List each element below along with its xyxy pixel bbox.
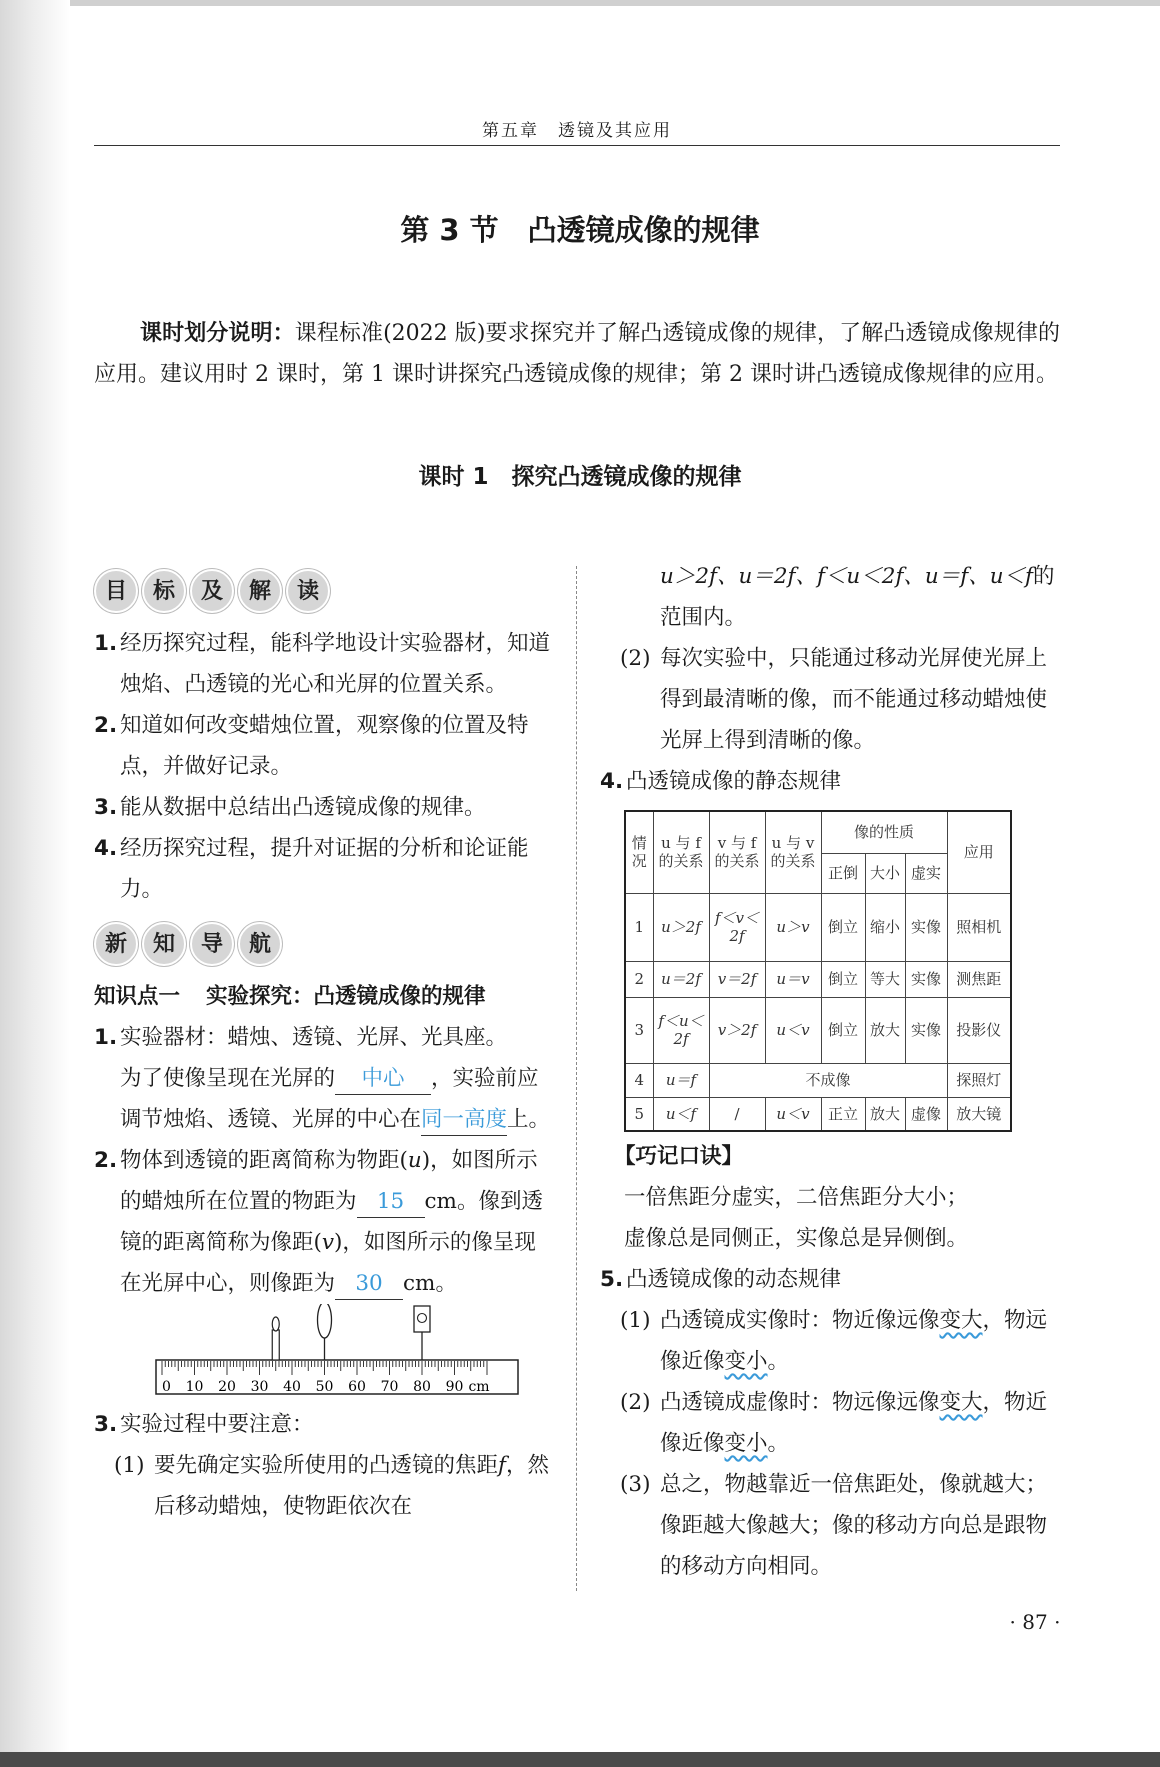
th-vf: v 与 f 的关系 — [709, 811, 765, 893]
light-screen — [414, 1306, 430, 1360]
cell: 正立 — [821, 1097, 865, 1131]
text: 的范围内。 — [660, 564, 1055, 630]
intro-body: 课程标准(2022 版)要求探究并了解凸透镜成像的规律，了解凸透镜成像规律的应用。建议用时 2 课时，第 1 课时讲探究凸透镜成像的规律；第 2 课时讲凸透镜成像规律的应用。 — [94, 321, 1060, 387]
guide-badge — [94, 918, 554, 970]
answer-blank: 30 — [335, 1269, 403, 1300]
item-num: 3. — [94, 1412, 118, 1437]
item-num: 2. — [94, 1148, 118, 1173]
item-num: 4. — [600, 769, 624, 794]
top-border — [0, 0, 1160, 6]
badge-char: 新 — [94, 922, 138, 966]
header-rule — [94, 145, 1060, 146]
th-case: 情况 — [625, 811, 653, 893]
cell: v＝2f — [709, 961, 765, 997]
cell: 缩小 — [865, 893, 905, 961]
ruler-label: 50 — [315, 1379, 334, 1395]
goal-item — [94, 828, 554, 910]
goal-text: 能从数据中总结出凸透镜成像的规律。 — [120, 795, 486, 820]
cell: 照相机 — [947, 893, 1011, 961]
item-3-sub-1 — [94, 1445, 554, 1527]
goal-text: 经历探究过程，提升对证据的分析和论证能力。 — [120, 836, 529, 902]
badge-char: 知 — [142, 922, 186, 966]
symbol-f: f — [498, 1453, 506, 1478]
th-uv: u 与 v 的关系 — [765, 811, 821, 893]
cell: 放大 — [865, 1097, 905, 1131]
th-application: 应用 — [947, 811, 1011, 893]
ruler-label: 30 — [250, 1379, 269, 1395]
th-uf: u 与 f 的关系 — [653, 811, 709, 893]
ruler-label: 40 — [283, 1379, 301, 1395]
ruler-label: cm — [468, 1379, 490, 1395]
item-2 — [94, 1140, 554, 1304]
item-text: 实验器材：蜡烛、透镜、光屏、光具座。 — [120, 1025, 508, 1050]
right-column — [600, 556, 1060, 1587]
item-5-sub-3 — [600, 1464, 1060, 1587]
text: 凸透镜成虚像时：物远像远像 — [660, 1390, 940, 1415]
item-5 — [600, 1259, 1060, 1300]
ruler-label: 70 — [380, 1379, 399, 1395]
th-orientation: 正倒 — [821, 853, 865, 893]
mnemonic-line: 一倍焦距分虚实，二倍焦距分大小； — [624, 1185, 969, 1210]
table-row — [625, 997, 1011, 1063]
table-row — [625, 961, 1011, 997]
th-image-properties: 像的性质 — [821, 811, 947, 853]
badge-char: 标 — [142, 569, 186, 613]
optical-bench-svg — [154, 1304, 524, 1404]
ruler-label: 80 — [413, 1379, 431, 1395]
ruler-label: 90 — [445, 1379, 464, 1395]
cell: u＝2f — [653, 961, 709, 997]
condition-text: u＞2f、u＝2f、f＜u＜2f、u＝f、u＜f — [660, 564, 1034, 589]
cell: f＜u＜2f — [653, 997, 709, 1063]
answer-blank: 中心 — [335, 1064, 431, 1095]
goal-num: 3. — [94, 795, 118, 820]
answer-blank: 15 — [357, 1187, 425, 1218]
emphasis: 变大 — [939, 1308, 983, 1333]
text: 。 — [767, 1431, 790, 1456]
sub-label: (3) — [620, 1472, 651, 1497]
emphasis: 变小 — [724, 1349, 768, 1374]
text: 每次实验中，只能通过移动光屏使光屏上得到最清晰的像，而不能通过移动蜡烛使光屏上得到清晰的像。 — [660, 646, 1048, 753]
kp-label: 知识点一 — [94, 984, 181, 1009]
cell: 5 — [625, 1097, 653, 1131]
text: cm。像到透镜的距离简称为像距( — [120, 1189, 543, 1255]
cell: 等大 — [865, 961, 905, 997]
cell: 不成像 — [709, 1063, 947, 1097]
symbol-u: u — [407, 1148, 422, 1173]
cell: 实像 — [905, 997, 947, 1063]
ruler-ticks — [162, 1361, 487, 1375]
item-3-sub-1-cont — [600, 556, 1060, 638]
text: )，如图所示的像呈现在光屏中心，则像距为 — [120, 1230, 536, 1296]
text: 。 — [767, 1349, 790, 1374]
sub-label: (1) — [620, 1308, 651, 1333]
badge-char: 及 — [190, 569, 234, 613]
text: 上。 — [507, 1107, 551, 1132]
table-row — [625, 893, 1011, 961]
item-text: 实验过程中要注意： — [120, 1412, 314, 1437]
cell: 倒立 — [821, 961, 865, 997]
kp-topic: 实验探究：凸透镜成像的规律 — [206, 984, 486, 1009]
badge-char: 解 — [238, 569, 282, 613]
text: ，物近像近像 — [660, 1390, 1048, 1456]
cell: u＜f — [653, 1097, 709, 1131]
sub-label: (2) — [620, 646, 651, 671]
item-num: 5. — [600, 1267, 624, 1292]
goal-item — [94, 705, 554, 787]
page-shadow — [0, 0, 70, 1767]
th-size: 大小 — [865, 853, 905, 893]
ruler-labels — [162, 1379, 490, 1395]
text: 要先确定实验所使用的凸透镜的焦距 — [154, 1453, 499, 1478]
bottom-border — [0, 1752, 1160, 1767]
knowledge-point-title — [94, 976, 554, 1017]
text: )，如图所示的蜡烛所在位置的物距为 — [120, 1148, 538, 1214]
item-3 — [94, 1404, 554, 1445]
cell: 探照灯 — [947, 1063, 1011, 1097]
mnemonic-title: 【巧记口诀】 — [614, 1144, 744, 1169]
ruler-label: 20 — [218, 1379, 236, 1395]
cell: 放大镜 — [947, 1097, 1011, 1131]
cell: 测焦距 — [947, 961, 1011, 997]
lesson-title: 课时 1 探究凸透镜成像的规律 — [418, 464, 742, 490]
goal-text: 经历探究过程，能科学地设计实验器材，知道烛焰、凸透镜的光心和光屏的位置关系。 — [120, 631, 551, 697]
cell: f＜v＜2f — [709, 893, 765, 961]
lens — [318, 1304, 332, 1360]
chapter-header: 第五章 透镜及其应用 — [482, 121, 672, 141]
table-row — [625, 1063, 1011, 1097]
goal-text: 知道如何改变蜡烛位置，观察像的位置及特点，并做好记录。 — [120, 713, 529, 779]
item-5-sub-2 — [600, 1382, 1060, 1464]
item-1-fill — [94, 1058, 554, 1140]
symbol-v: v — [321, 1230, 335, 1255]
intro-lead: 课时划分说明： — [140, 321, 295, 346]
column-divider — [576, 566, 577, 1591]
cell: 4 — [625, 1063, 653, 1097]
text: 物体到透镜的距离简称为物距( — [120, 1148, 408, 1173]
candle — [272, 1317, 279, 1360]
cell: 倒立 — [821, 997, 865, 1063]
optical-bench-figure — [94, 1304, 554, 1404]
badge-char: 航 — [238, 922, 282, 966]
goal-item — [94, 787, 554, 828]
table-row — [625, 1097, 1011, 1131]
th-real-virtual: 虚实 — [905, 853, 947, 893]
cell: u＞2f — [653, 893, 709, 961]
item-num: 1. — [94, 1025, 118, 1050]
cell: 虚像 — [905, 1097, 947, 1131]
goal-num: 1. — [94, 631, 118, 656]
item-text: 凸透镜成像的静态规律 — [626, 769, 842, 794]
mnemonic-line: 虚像总是同侧正，实像总是异侧倒。 — [624, 1226, 969, 1251]
item-1 — [94, 1017, 554, 1058]
goals-badge — [94, 565, 554, 617]
cell: u＜v — [765, 1097, 821, 1131]
section-title: 第 3 节 凸透镜成像的规律 — [400, 213, 760, 247]
goal-item — [94, 623, 554, 705]
ruler-label: 10 — [185, 1379, 204, 1395]
text: cm。 — [403, 1271, 457, 1296]
cell: 2 — [625, 961, 653, 997]
cell: 1 — [625, 893, 653, 961]
cell: u＝v — [765, 961, 821, 997]
cell: 放大 — [865, 997, 905, 1063]
sub-label: (2) — [620, 1390, 651, 1415]
cell: 实像 — [905, 893, 947, 961]
goal-num: 4. — [94, 836, 118, 861]
text: 凸透镜成实像时：物近像远像 — [660, 1308, 940, 1333]
text: 总之，物越靠近一倍焦距处，像就越大；像距越大像越大；像的移动方向总是跟物的移动方向相同。 — [660, 1472, 1048, 1579]
cell: 投影仪 — [947, 997, 1011, 1063]
badge-char: 导 — [190, 922, 234, 966]
item-text: 凸透镜成像的动态规律 — [626, 1267, 842, 1292]
cell: 倒立 — [821, 893, 865, 961]
ruler-label: 0 — [162, 1379, 171, 1395]
emphasis: 变大 — [939, 1390, 983, 1415]
cell: u＞v — [765, 893, 821, 961]
item-5-sub-1 — [600, 1300, 1060, 1382]
item-3-sub-2 — [600, 638, 1060, 761]
badge-char: 读 — [286, 569, 330, 613]
goal-num: 2. — [94, 713, 118, 738]
ruler-label: 60 — [348, 1379, 366, 1395]
cell: 3 — [625, 997, 653, 1063]
text: ，物远像近像 — [660, 1308, 1048, 1374]
cell: u＜v — [765, 997, 821, 1063]
text: ，然后移动蜡烛，使物距依次在 — [154, 1453, 549, 1519]
sub-label: (1) — [114, 1453, 145, 1478]
left-column — [94, 565, 554, 1527]
answer-blank: 同一高度 — [421, 1105, 507, 1136]
cell: 实像 — [905, 961, 947, 997]
intro-paragraph — [94, 313, 1060, 395]
imaging-rules-table — [624, 810, 1012, 1132]
item-4 — [600, 761, 1060, 802]
cell: / — [709, 1097, 765, 1131]
emphasis: 变小 — [724, 1431, 768, 1456]
cell: v＞2f — [709, 997, 765, 1063]
page-number: · 87 · — [1009, 1610, 1061, 1634]
badge-char: 目 — [94, 569, 138, 613]
cell: u＝f — [653, 1063, 709, 1097]
text: ，实验前应调节烛焰、透镜、光屏的中心在 — [120, 1066, 539, 1132]
text: 为了使像呈现在光屏的 — [120, 1066, 336, 1091]
